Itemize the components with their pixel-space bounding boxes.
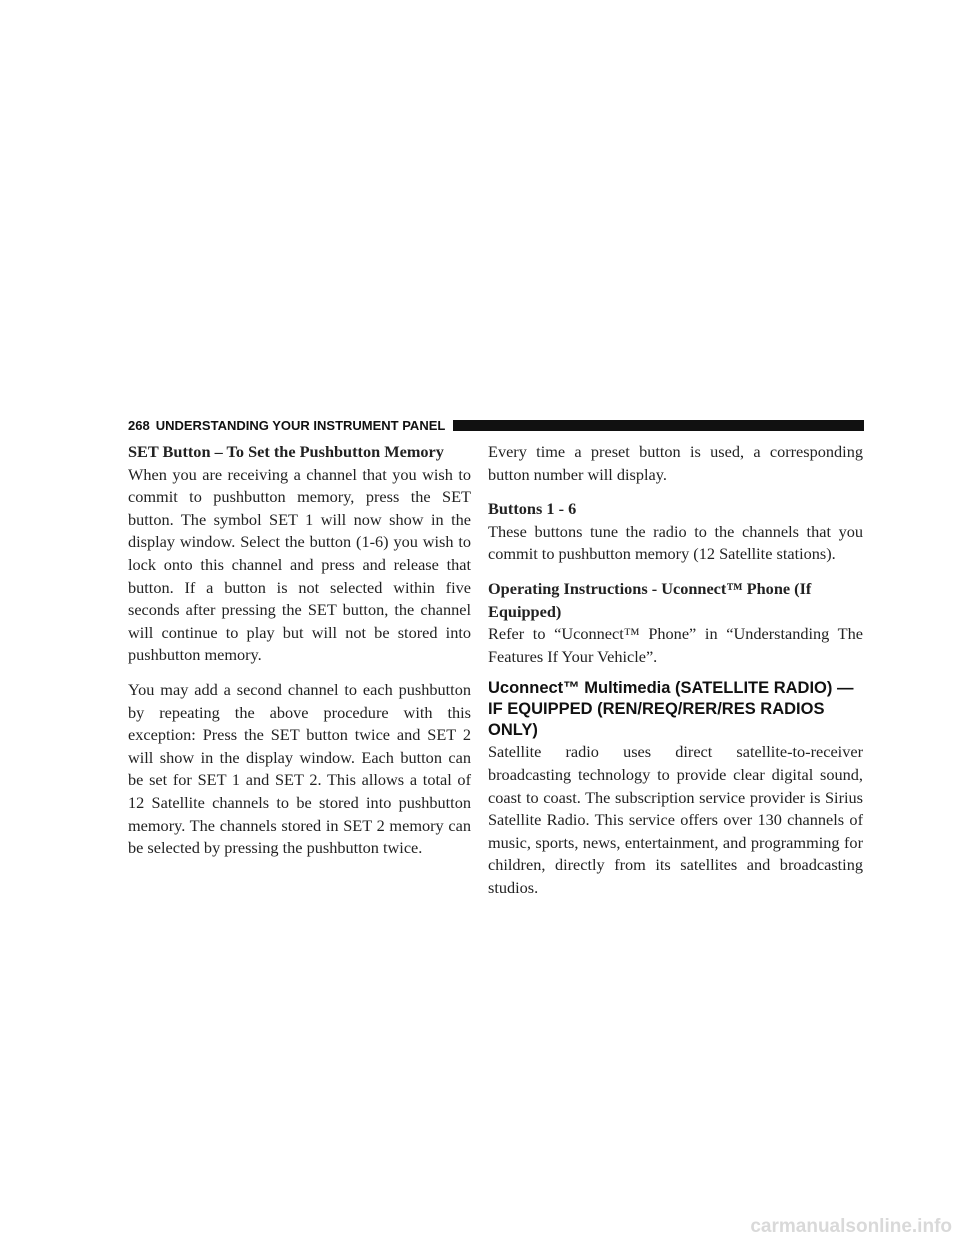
paragraph-set-button: When you are receiving a channel that you wish to commit to pushbutton memory, press the SET button. The symbol SET 1 will now show in the display window. Select the button (1-6) you wish to lock onto this channel and press and release that button. If a button is not selected within five seconds after pressing the SET button, the channel will continue to play but will not be stored into pushbutton memory. [128,464,471,665]
paragraph-operating-instructions: Refer to “Uconnect™ Phone” in “Understanding The Features If Your Vehicle”. [488,624,863,666]
section-title: UNDERSTANDING YOUR INSTRUMENT PANEL [155,417,446,433]
right-column [488,441,863,912]
watermark-text: carmanualsonline.info [750,1216,952,1237]
paragraph-buttons: These buttons tune the radio to the channels that you commit to pushbutton memory (12 Satellite stations). [488,521,863,564]
heading-multimedia: Uconnect™ Multimedia (SATELLITE RADIO) — IF EQUIPPED (REN/REQ/RER/RES RADIOS ONLY) [488,679,854,740]
page-number: 268 [128,417,150,433]
paragraph-multimedia: Satellite radio uses direct satellite-to-receiver broadcasting technology to provide clear digital sound, coast to coast. The subscription service provider is Sirius Satellite Radio. This service offers over 130 channels of music, sports, news, entertainment, and programming for children, directly from its satellites and broadcasting studios. [488,742,863,897]
heading-operating-instructions: Operating Instructions - Uconnect™ Phone (If Equipped) [488,578,812,621]
heading-buttons: Buttons 1 - 6 [488,499,577,519]
paragraph-second-channel: You may add a second channel to each pushbutton by repeating the above procedure with this exception: Press the SET button twice and SET 2 will show in the display window. Each button can be set for SET 1 and SET 2. This allows a total of 12 Satellite channels to be stored into pushbutton memory. The channels stored in SET 2 memory can be selected by pressing the pushbutton twice. [128,679,471,858]
heading-set-button: SET Button – To Set the Pushbutton Memory [128,442,444,461]
page-header [128,417,864,433]
paragraph-preset: Every time a preset button is used, a corresponding button number will display. [488,442,863,484]
header-bar [453,420,864,431]
left-column [128,441,471,872]
